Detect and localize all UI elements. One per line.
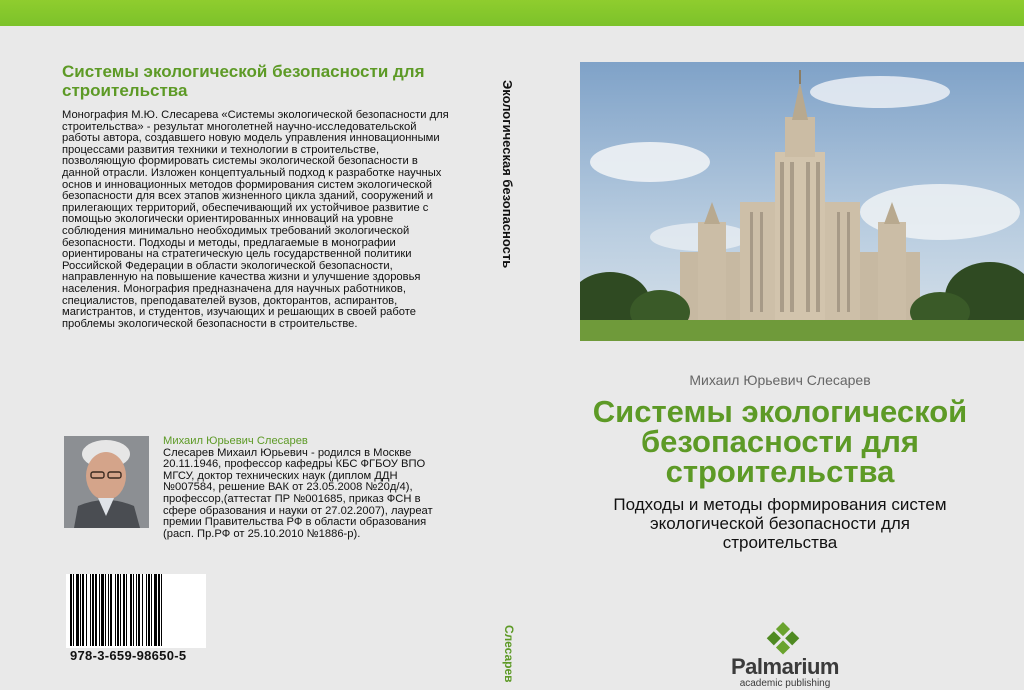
barcode-bar (161, 574, 162, 646)
back-cover-description: Монография М.Ю. Слесарева «Системы экологической безопасности для строительства» - результат многолетней научно-исследовательской работы автора, создавшего новую модель управления инновационными процессами развития техники и технологии в строительстве, позволяющую формировать системы экологической безопасности в данной отрасли. Изложен концептуальный подход к разработке научных основ и инновационных методов формирования систем экологической безопасности для всех этапов жизненного цикла зданий, сооружений и прилегающих территорий, обеспечивающий их устойчивое развитие с помощью экологически ориентированных инноваций на уровне соблюдения минимально необходимых требований экологической безопасности. Подходы и методы, предлагаемые в монографии ориентированы на стратегическую цель государственной политики Российской Федерации в области экологической безопасности, направленную на повышение качества жизни и улучшение здоровья населения. Монография предназначена для научных работников, специалистов, преподавателей вузов, докторантов, аспирантов, магистрантов, и студентов, изучающих и решающих в своей работе проблемы экологической безопасности в строительстве. (62, 109, 449, 330)
barcode-bar (95, 574, 97, 646)
barcode-bar (158, 574, 160, 646)
barcode-bar (101, 574, 104, 646)
publisher-name: Palmarium (731, 654, 839, 679)
barcode-bar (115, 574, 116, 646)
barcode-bar (110, 574, 112, 646)
barcode-bar (138, 574, 140, 646)
palmarium-emblem-icon (720, 622, 850, 656)
barcode (66, 574, 206, 648)
top-green-band (0, 0, 1024, 26)
barcode-bars (66, 574, 206, 648)
barcode-bar (86, 574, 87, 646)
cover-building-photo (580, 62, 1024, 341)
publisher-logo (720, 622, 850, 688)
bio-text: Слесарев Михаил Юрьевич - родился в Москве 20.11.1946, профессор кафедры КБС ФГБОУ ВПО МГСУ, доктор технических наук (диплом ДДН №007584, решение ВАК от 23.05.2008 №20д/4), профессор,(аттестат ПР №001685, приказ ФСН в сфере образования и науки от 27.02.2007), лауреат премии Правительства РФ в области образования (расп. Пр.РФ от 25.10.2010 №1886-р). (163, 446, 433, 540)
author-portrait-image (64, 436, 149, 528)
spine-author: Слесарев (502, 625, 516, 683)
bio-author-name: Михаил Юрьевич Слесарев (163, 435, 308, 447)
front-cover-title: Системы экологической безопасности для строительства (592, 394, 968, 489)
barcode-bar (76, 574, 79, 646)
barcode-bar (73, 574, 74, 646)
barcode-bar (148, 574, 150, 646)
barcode-bar (108, 574, 109, 646)
barcode-bar (142, 574, 143, 646)
barcode-bar (92, 574, 94, 646)
isbn-number: 978-3-659-98650-5 (70, 648, 187, 663)
barcode-bar (126, 574, 127, 646)
barcode-bar (117, 574, 119, 646)
barcode-bar (70, 574, 72, 646)
barcode-bar (154, 574, 157, 646)
barcode-bar (133, 574, 134, 646)
back-cover-title: Системы экологической безопасности для строительства (62, 62, 425, 100)
barcode-bar (105, 574, 106, 646)
front-cover-subtitle: Подходы и методы формирования систем экологической безопасности для строительства (613, 495, 947, 552)
barcode-bar (99, 574, 100, 646)
barcode-bar (90, 574, 91, 646)
author-bio (163, 436, 433, 540)
spine-title: Экологическая безопасность (500, 80, 515, 269)
barcode-bar (120, 574, 121, 646)
barcode-bar (136, 574, 137, 646)
barcode-bar (123, 574, 125, 646)
author-photo (64, 436, 149, 528)
barcode-bar (146, 574, 147, 646)
barcode-bar (130, 574, 132, 646)
barcode-bar (82, 574, 84, 646)
publisher-subtitle: academic publishing (739, 678, 831, 689)
barcode-bar (80, 574, 81, 646)
barcode-bar (151, 574, 152, 646)
front-cover-author: Михаил Юрьевич Слесарев (689, 372, 871, 388)
university-building-image (580, 62, 1024, 341)
